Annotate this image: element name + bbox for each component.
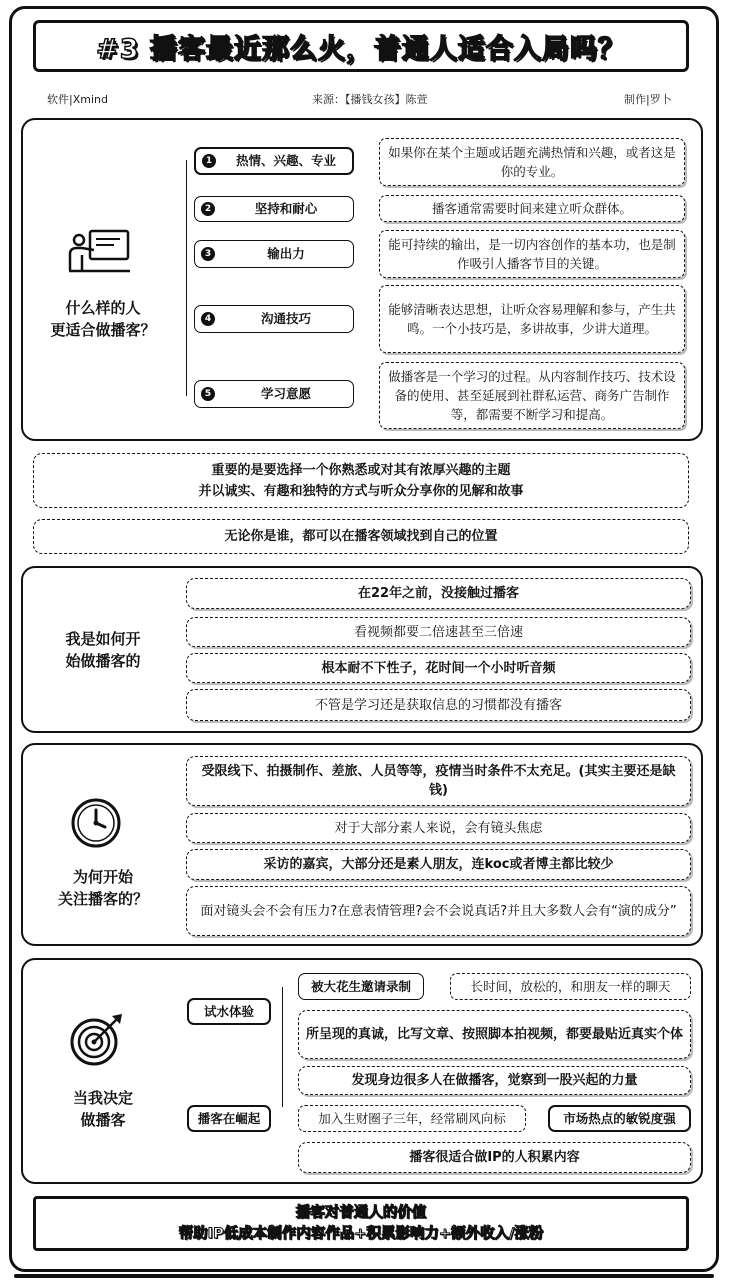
- why-row-4: 面对镜头会不会有压力?在意表情管理?会不会说真话?并且大多数人会有“演的成分”: [186, 886, 691, 936]
- footer-summary: 帮助IP低成本制作内容作品+积累影响力+额外收入/涨粉: [178, 1225, 544, 1242]
- meta-source: 来源：【播钱女孩】陈萱: [312, 93, 428, 106]
- trait-desc-2: 播客通常需要时间来建立听众群体。: [379, 195, 685, 222]
- trait-label: 沟通技巧: [260, 311, 311, 326]
- section2-title-line1: 我是如何开: [65, 630, 141, 648]
- note1-line1: 重要的是要选择一个你熟悉或对其有浓厚兴趣的主题: [211, 462, 511, 478]
- section3-title-line1: 为何开始: [72, 868, 133, 886]
- trait-item-5: [194, 380, 354, 408]
- title-banner: [33, 20, 689, 72]
- started-row-2: 看视频都要二倍速甚至三倍速: [186, 617, 691, 647]
- bottom-divider: [14, 1274, 714, 1278]
- target-icon: [68, 1010, 126, 1072]
- started-row-3: 根本耐不下性子，花时间一个小时听音频: [186, 653, 691, 683]
- meta-software: 软件|Xmind: [47, 93, 108, 106]
- trait-desc-5: 做播客是一个学习的过程。从内容制作技巧、技术设备的使用、甚至延展到社群私运营、商务广告制作等，都需要不断学习和提高。: [379, 362, 685, 429]
- rising-join: 加入生财圈子三年，经常刷风向标: [298, 1105, 526, 1132]
- branch-rising: 播客在崛起: [187, 1105, 271, 1132]
- started-row-1: 在22年之前，没接触过播客: [186, 578, 691, 609]
- section4-title-line2: 做播客: [80, 1111, 126, 1129]
- note-choose-topic: [33, 453, 689, 508]
- number-badge: 1: [202, 154, 216, 168]
- section4-connector: [282, 987, 283, 1107]
- trait-item-1: [194, 147, 354, 175]
- branch-trial: 试水体验: [187, 998, 271, 1025]
- section3-title: [36, 866, 170, 910]
- trait-item-4: [194, 305, 354, 333]
- why-row-3: 采访的嘉宾，大部分还是素人朋友，连koc或者博主都比较少: [186, 849, 691, 880]
- section1-title: [36, 297, 170, 341]
- trait-desc-3: 能可持续的输出，是一切内容创作的基本功，也是制作吸引人播客节目的关键。: [379, 230, 685, 278]
- rising-ip: 播客很适合做IP的人积累内容: [298, 1142, 691, 1173]
- why-row-2: 对于大部分素人来说，会有镜头焦虑: [186, 813, 691, 843]
- trial-chat: 长时间，放松的，和朋友一样的聊天: [450, 973, 691, 1000]
- number-badge: 4: [201, 312, 215, 326]
- started-row-4: 不管是学习还是获取信息的习惯都没有播客: [186, 689, 691, 721]
- section3-title-line2: 关注播客的？: [57, 890, 148, 908]
- note1-line2: 并以诚实、有趣和独特的方式与听众分享你的见解和故事: [198, 483, 524, 499]
- trait-label: 学习意愿: [260, 386, 311, 401]
- trait-label: 坚持和耐心: [254, 201, 318, 216]
- section1-title-line2: 更适合做播客？: [50, 321, 156, 339]
- trial-authentic: 所呈现的真诚，比写文章、按照脚本拍视频，都要最贴近真实个体: [298, 1010, 691, 1059]
- section4-title: [36, 1087, 170, 1131]
- number-badge: 2: [201, 202, 215, 216]
- section1-title-line1: 什么样的人: [65, 299, 141, 317]
- trait-desc-4: 能够清晰表达思想，让听众容易理解和参与，产生共鸣。一个小技巧是，多讲故事，少讲大道理。: [379, 285, 685, 353]
- section4-title-line1: 当我决定: [72, 1089, 133, 1107]
- trial-invited: 被大花生邀请录制: [298, 973, 424, 1000]
- section1-connector: [186, 160, 187, 396]
- trait-desc-1: 如果你在某个主题或话题充满热情和兴趣，或者这是你的专业。: [379, 138, 685, 186]
- trait-item-2: [194, 196, 354, 222]
- number-badge: 3: [201, 247, 215, 261]
- section2-title-line2: 始做播客的: [65, 652, 141, 670]
- trait-label: 输出力: [267, 246, 305, 261]
- meta-author: 制作|罗卜: [624, 93, 672, 106]
- section2-title: [36, 628, 170, 672]
- clock-icon: [70, 797, 122, 853]
- number-badge: 5: [201, 387, 215, 401]
- note-everyone: 无论你是谁，都可以在播客领域找到自己的位置: [33, 519, 689, 554]
- value-footer: [33, 1196, 689, 1251]
- footer-heading: 播客对普通人的价值: [295, 1204, 427, 1221]
- rising-sensitivity: 市场热点的敏锐度强: [548, 1105, 691, 1132]
- page-title: #3 播客最近那么火，普通人适合入局吗？: [96, 33, 626, 65]
- trial-trend: 发现身边很多人在做播客，觉察到一股兴起的力量: [298, 1066, 691, 1095]
- trait-item-3: [194, 240, 354, 268]
- why-row-1: 受限线下、拍摄制作、差旅、人员等等，疫情当时条件不太充足。(其实主要还是缺钱): [186, 756, 691, 806]
- trait-label: 热情、兴趣、专业: [235, 153, 336, 168]
- teacher-board-icon: [68, 228, 132, 278]
